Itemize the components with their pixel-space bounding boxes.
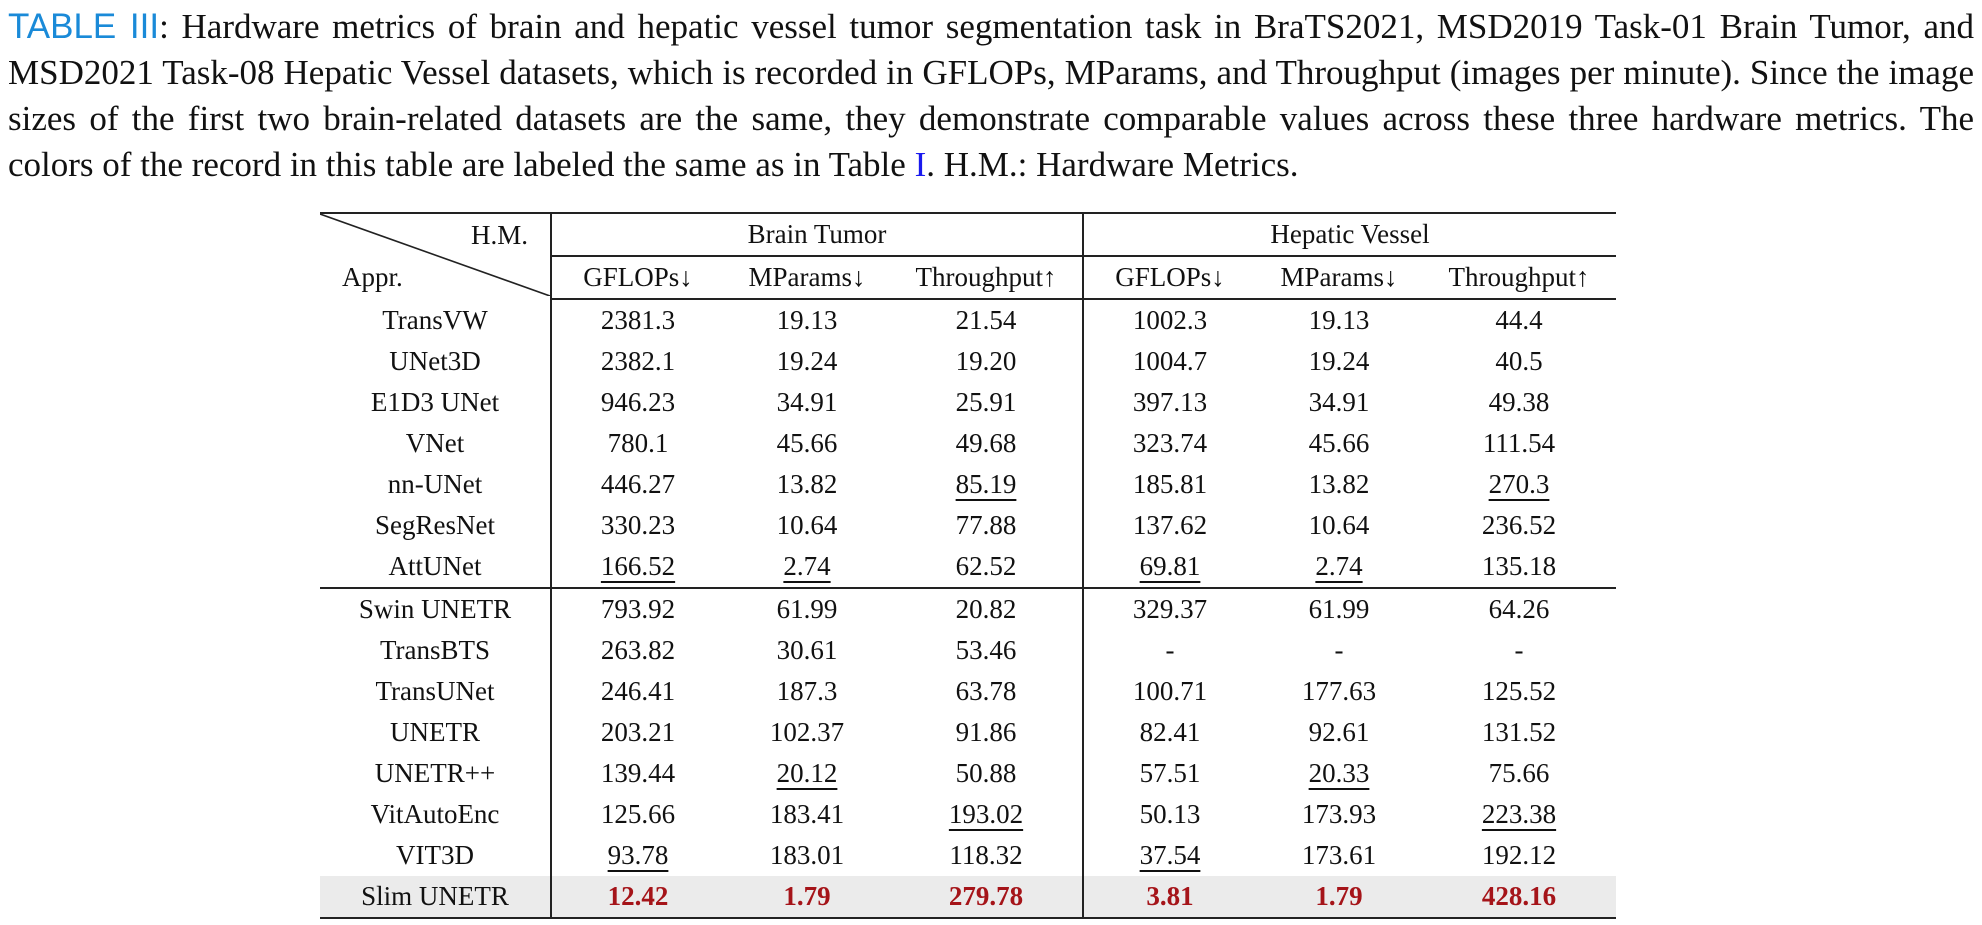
metric-cell: [890, 464, 1083, 505]
metric-cell: [724, 588, 890, 630]
metric-cell: [724, 835, 890, 876]
metric-cell: [1256, 546, 1422, 588]
metric-value: 125.66: [600, 799, 676, 829]
metric-cell: [724, 753, 890, 794]
metric-value: 63.78: [955, 676, 1017, 706]
table-row: [320, 835, 1616, 876]
metric-cell: [890, 794, 1083, 835]
metric-value: 139.44: [600, 758, 676, 788]
table-caption: [8, 4, 1974, 188]
metric-cell: [724, 505, 890, 546]
metric-cell: [1083, 341, 1256, 382]
metric-value: 330.23: [600, 510, 676, 540]
metric-cell: [1256, 712, 1422, 753]
second-best-value: 166.52: [600, 551, 676, 581]
metric-cell: [1083, 464, 1256, 505]
hardware-metrics-table: [320, 212, 1616, 919]
second-best-value: 270.3: [1488, 469, 1550, 499]
table-body: [320, 299, 1616, 918]
metric-value: 183.41: [769, 799, 845, 829]
second-best-value: 37.54: [1139, 840, 1201, 870]
metric-value: 13.82: [1308, 469, 1370, 499]
metric-cell: [1422, 835, 1616, 876]
group-header-hepatic-vessel: Hepatic Vessel: [1083, 213, 1616, 256]
corner-header-bottom: Appr.: [342, 262, 403, 292]
metric-value: 135.18: [1481, 551, 1557, 581]
metric-value: 2381.3: [600, 305, 676, 335]
metric-value: 82.41: [1139, 717, 1201, 747]
metric-cell: [1422, 588, 1616, 630]
metric-cell: [724, 423, 890, 464]
metric-cell: [551, 505, 724, 546]
metric-value: 34.91: [776, 387, 838, 417]
metric-cell: [1256, 630, 1422, 671]
metric-cell: [1422, 794, 1616, 835]
metric-value: 75.66: [1488, 758, 1550, 788]
metric-value: 21.54: [955, 305, 1017, 335]
metric-cell: [551, 423, 724, 464]
metric-value: 61.99: [776, 594, 838, 624]
method-name: VIT3D: [320, 835, 551, 876]
metric-value: 1002.3: [1132, 305, 1208, 335]
metric-cell: [1083, 753, 1256, 794]
metric-value: 102.37: [769, 717, 845, 747]
metric-cell: [1256, 505, 1422, 546]
metric-cell: [1083, 712, 1256, 753]
metric-cell: [551, 712, 724, 753]
column-header: MParams↓: [1256, 256, 1422, 299]
metric-value: 50.13: [1139, 799, 1201, 829]
metric-value: 77.88: [955, 510, 1017, 540]
table-row: [320, 712, 1616, 753]
table-row: [320, 671, 1616, 712]
method-name: VitAutoEnc: [320, 794, 551, 835]
table-label: TABLE III: [8, 7, 160, 46]
metric-value: 246.41: [600, 676, 676, 706]
metric-cell: [724, 876, 890, 918]
metric-value: 125.52: [1481, 676, 1557, 706]
metric-value: 45.66: [776, 428, 838, 458]
metric-cell: [1256, 423, 1422, 464]
metric-value: 185.81: [1132, 469, 1208, 499]
table-row: [320, 505, 1616, 546]
table-row: [320, 299, 1616, 341]
caption-text: : Hardware metrics of brain and hepatic vessel tumor segmentation task in BraTS2021, MSD2019 Task-01 Brain Tumor, and MSD2021 Task-08 Hepatic Vessel datasets, which is recorded in GFLOPs, MParams, and Throughput (images per minute). Since the image sizes of the first two brain-related datasets are the same, they demonstrate comparable values across these three hardware metrics. The colors of the record in this table are labeled the same as in Table: [8, 7, 1974, 184]
metric-cell: [551, 630, 724, 671]
metric-cell: [1422, 505, 1616, 546]
metric-cell: [1083, 505, 1256, 546]
metric-value: 49.68: [955, 428, 1017, 458]
metric-value: 183.01: [769, 840, 845, 870]
metric-value: -: [1514, 635, 1524, 665]
metric-value: 329.37: [1132, 594, 1208, 624]
table-row: [320, 546, 1616, 588]
method-name: TransBTS: [320, 630, 551, 671]
metric-value: 10.64: [1308, 510, 1370, 540]
metric-value: 34.91: [1308, 387, 1370, 417]
metric-cell: [1083, 835, 1256, 876]
method-name: UNETR: [320, 712, 551, 753]
method-name: UNETR++: [320, 753, 551, 794]
best-value: 1.79: [1315, 881, 1363, 911]
metric-value: 30.61: [776, 635, 838, 665]
metric-value: 177.63: [1301, 676, 1377, 706]
metric-value: 19.13: [776, 305, 838, 335]
second-best-value: 85.19: [955, 469, 1017, 499]
table-row: [320, 753, 1616, 794]
metric-cell: [1256, 299, 1422, 341]
metric-cell: [890, 876, 1083, 918]
table-row: [320, 630, 1616, 671]
metric-value: 173.93: [1301, 799, 1377, 829]
column-header: GFLOPs↓: [551, 256, 724, 299]
metric-value: 61.99: [1308, 594, 1370, 624]
metric-cell: [724, 546, 890, 588]
metric-value: 57.51: [1139, 758, 1201, 788]
metric-cell: [724, 464, 890, 505]
metric-cell: [551, 876, 724, 918]
second-best-value: 223.38: [1481, 799, 1557, 829]
metric-value: 62.52: [955, 551, 1017, 581]
metric-value: 203.21: [600, 717, 676, 747]
metric-value: 19.20: [955, 346, 1017, 376]
second-best-value: 2.74: [1315, 551, 1363, 581]
metric-value: 118.32: [949, 840, 1023, 870]
metric-cell: [551, 464, 724, 505]
group-header-brain-tumor: Brain Tumor: [551, 213, 1083, 256]
metric-cell: [551, 588, 724, 630]
column-header: MParams↓: [724, 256, 890, 299]
method-name: Swin UNETR: [320, 588, 551, 630]
metric-cell: [1256, 341, 1422, 382]
metric-cell: [890, 712, 1083, 753]
best-value: 12.42: [607, 881, 669, 911]
metric-value: 19.24: [776, 346, 838, 376]
metric-cell: [890, 835, 1083, 876]
metric-value: 187.3: [776, 676, 838, 706]
metric-value: 946.23: [600, 387, 676, 417]
metric-cell: [890, 299, 1083, 341]
metric-cell: [1083, 876, 1256, 918]
best-value: 3.81: [1146, 881, 1194, 911]
column-header: Throughput↑: [890, 256, 1083, 299]
method-name: E1D3 UNet: [320, 382, 551, 423]
metric-cell: [724, 712, 890, 753]
metric-cell: [724, 794, 890, 835]
metric-value: 446.27: [600, 469, 676, 499]
metric-value: 19.13: [1308, 305, 1370, 335]
metric-cell: [1083, 299, 1256, 341]
table-row: [320, 588, 1616, 630]
metric-cell: [890, 382, 1083, 423]
table-row: [320, 464, 1616, 505]
metric-value: 19.24: [1308, 346, 1370, 376]
metric-value: 91.86: [955, 717, 1017, 747]
metric-cell: [1422, 299, 1616, 341]
metric-value: 2382.1: [600, 346, 676, 376]
metric-cell: [1083, 630, 1256, 671]
metric-cell: [1422, 712, 1616, 753]
metric-cell: [724, 382, 890, 423]
metric-cell: [551, 753, 724, 794]
metric-cell: [1083, 794, 1256, 835]
method-name: SegResNet: [320, 505, 551, 546]
metric-cell: [1256, 382, 1422, 423]
metric-value: 92.61: [1308, 717, 1370, 747]
metric-cell: [551, 382, 724, 423]
method-name: TransUNet: [320, 671, 551, 712]
metric-value: 25.91: [955, 387, 1017, 417]
metric-cell: [1422, 671, 1616, 712]
metric-cell: [724, 299, 890, 341]
metric-value: 100.71: [1132, 676, 1208, 706]
metric-cell: [1083, 588, 1256, 630]
metric-cell: [551, 835, 724, 876]
metric-cell: [1256, 794, 1422, 835]
metric-cell: [1083, 423, 1256, 464]
metric-value: 49.38: [1488, 387, 1550, 417]
second-best-value: 69.81: [1139, 551, 1201, 581]
method-name: TransVW: [320, 299, 551, 341]
second-best-value: 2.74: [783, 551, 831, 581]
second-best-value: 20.33: [1308, 758, 1370, 788]
metric-value: 10.64: [776, 510, 838, 540]
metric-value: 20.82: [955, 594, 1017, 624]
metric-cell: [1422, 464, 1616, 505]
metric-cell: [890, 588, 1083, 630]
table-row: [320, 876, 1616, 918]
metric-cell: [1422, 546, 1616, 588]
table-row: [320, 341, 1616, 382]
metric-value: 44.4: [1495, 305, 1543, 335]
second-best-value: 193.02: [948, 799, 1024, 829]
metric-value: 50.88: [955, 758, 1017, 788]
column-header: GFLOPs↓: [1083, 256, 1256, 299]
metric-cell: [1256, 876, 1422, 918]
corner-header: [320, 213, 551, 299]
metric-cell: [1256, 464, 1422, 505]
method-name: Slim UNETR: [320, 876, 551, 918]
metric-cell: [1256, 671, 1422, 712]
metric-cell: [724, 630, 890, 671]
metric-cell: [890, 423, 1083, 464]
metric-value: 323.74: [1132, 428, 1208, 458]
metric-value: -: [1334, 635, 1344, 665]
best-value: 428.16: [1481, 881, 1557, 911]
metric-cell: [551, 299, 724, 341]
table-reference-link[interactable]: I: [914, 145, 927, 184]
metric-value: 780.1: [607, 428, 669, 458]
metric-cell: [1256, 588, 1422, 630]
metric-value: 53.46: [955, 635, 1017, 665]
metric-value: 236.52: [1481, 510, 1557, 540]
metric-value: 13.82: [776, 469, 838, 499]
metric-value: 397.13: [1132, 387, 1208, 417]
metric-cell: [1422, 630, 1616, 671]
metric-value: 40.5: [1495, 346, 1543, 376]
metric-cell: [1422, 876, 1616, 918]
metric-cell: [890, 546, 1083, 588]
metric-cell: [724, 671, 890, 712]
metric-cell: [1083, 671, 1256, 712]
best-value: 279.78: [948, 881, 1024, 911]
method-name: UNet3D: [320, 341, 551, 382]
metric-cell: [1422, 382, 1616, 423]
best-value: 1.79: [783, 881, 831, 911]
metric-cell: [890, 671, 1083, 712]
metric-cell: [551, 794, 724, 835]
metric-cell: [551, 341, 724, 382]
metric-value: 793.92: [600, 594, 676, 624]
metric-cell: [890, 505, 1083, 546]
metric-value: 45.66: [1308, 428, 1370, 458]
method-name: AttUNet: [320, 546, 551, 588]
corner-header-top: H.M.: [470, 220, 528, 250]
metric-cell: [890, 341, 1083, 382]
metric-cell: [1083, 382, 1256, 423]
metric-value: 173.61: [1301, 840, 1377, 870]
table-row: [320, 794, 1616, 835]
metric-cell: [551, 546, 724, 588]
table-row: [320, 382, 1616, 423]
metric-cell: [890, 753, 1083, 794]
column-header: Throughput↑: [1422, 256, 1616, 299]
metric-value: -: [1165, 635, 1175, 665]
method-name: nn-UNet: [320, 464, 551, 505]
method-name: VNet: [320, 423, 551, 464]
metric-cell: [1256, 835, 1422, 876]
second-best-value: 93.78: [607, 840, 669, 870]
group-header-row: [320, 213, 1616, 256]
metric-cell: [1083, 546, 1256, 588]
metric-value: 111.54: [1482, 428, 1556, 458]
metric-cell: [1422, 753, 1616, 794]
table-row: [320, 423, 1616, 464]
second-best-value: 20.12: [776, 758, 838, 788]
metric-value: 192.12: [1481, 840, 1557, 870]
metric-cell: [551, 671, 724, 712]
metric-cell: [1422, 423, 1616, 464]
metric-cell: [890, 630, 1083, 671]
metric-value: 1004.7: [1132, 346, 1208, 376]
metric-value: 64.26: [1488, 594, 1550, 624]
metric-value: 131.52: [1481, 717, 1557, 747]
metric-cell: [1256, 753, 1422, 794]
caption-text-end: . H.M.: Hardware Metrics.: [926, 145, 1299, 184]
metric-cell: [724, 341, 890, 382]
metric-cell: [1422, 341, 1616, 382]
metric-value: 263.82: [600, 635, 676, 665]
metric-value: 137.62: [1132, 510, 1208, 540]
